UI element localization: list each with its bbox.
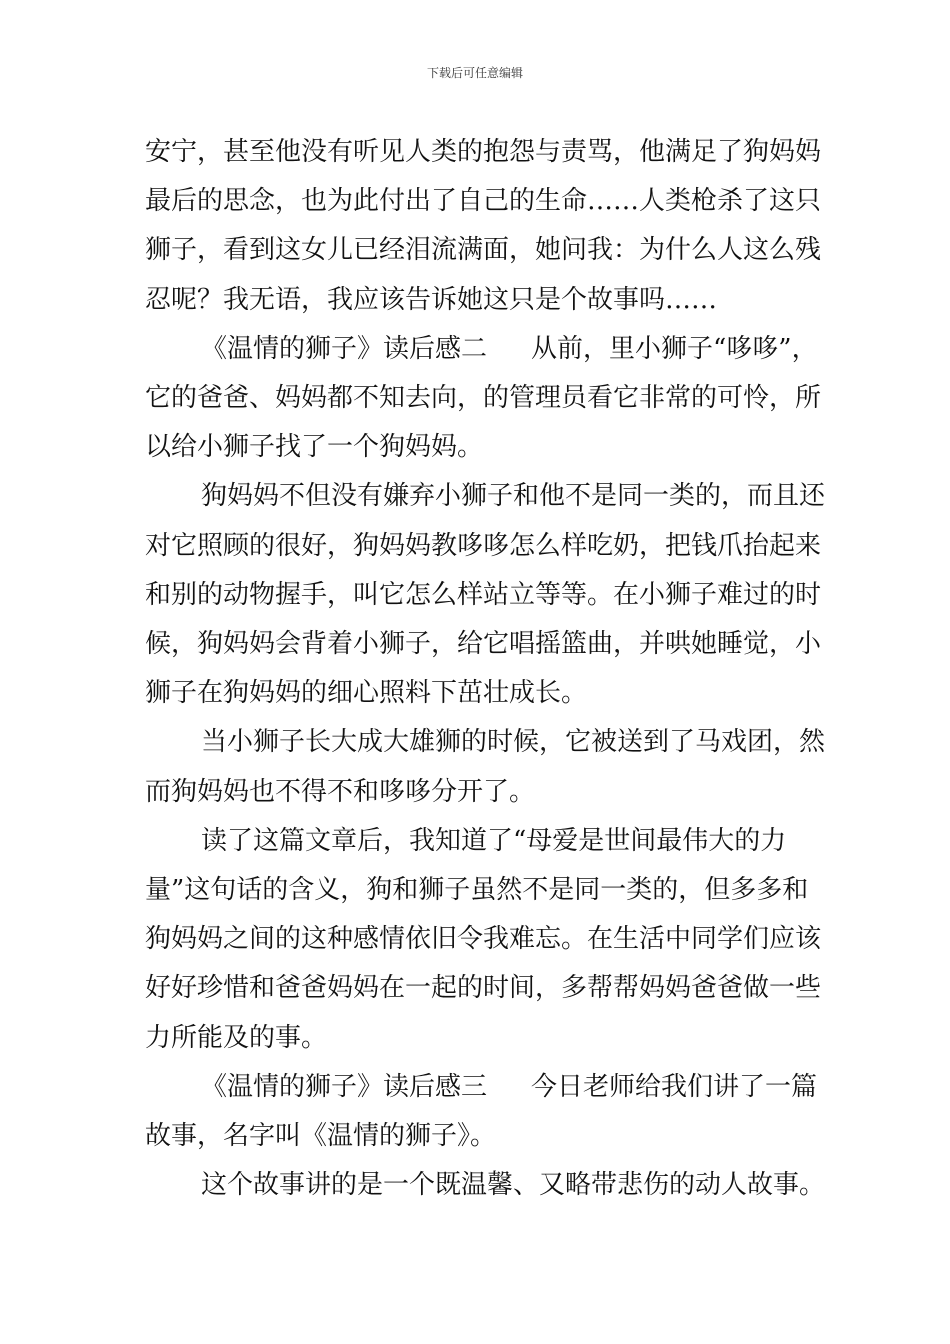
- section-3-paragraph: [145, 1063, 825, 1161]
- section-2-paragraph: [145, 325, 825, 473]
- paragraph: 当小狮子长大成大雄狮的时候，它被送到了马戏团，然而狗妈妈也不得不和哆哆分开了。: [145, 727, 826, 807]
- page-header: 下载后可任意编辑: [426, 66, 523, 80]
- section-2-text: 从前，里小狮子“哆哆”，它的爸爸、妈妈都不知去向，的管理员看它非常的可怜，所以给小狮子找了一个狗妈妈。: [145, 333, 822, 463]
- paragraph: 这个故事讲的是一个既温馨、又略带悲伤的动人故事。: [201, 1170, 826, 1201]
- section-3-text: 今日老师给我们讲了一篇故事，名字叫《温情的狮子》。: [145, 1071, 818, 1152]
- paragraph: 狗妈妈不但没有嫌弃小狮子和他不是同一类的，而且还对它照顾的很好，狗妈妈教哆哆怎么样吃奶，把钱爪抬起来和别的动物握手，叫它怎么样站立等等。在小狮子难过的时候，狗妈妈会背着小狮子，给它唱摇篮曲，并哄她睡觉，小狮子在狗妈妈的细心照料下茁壮成长。: [145, 481, 826, 709]
- paragraph: 读了这篇文章后，我知道了“母爱是世间最伟大的力量”这句话的含义，狗和狮子虽然不是同一类的，但多多和狗妈妈之间的这种感情依旧令我难忘。在生活中同学们应该好好珍惜和爸爸妈妈在一起的时间，多帮帮妈妈爸爸做一些力所能及的事。: [145, 825, 822, 1053]
- document-body: [145, 128, 825, 1210]
- section-3-heading: 《温情的狮子》读后感三: [201, 1071, 488, 1102]
- paragraph: 安宁，甚至他没有听见人类的抱怨与责骂，他满足了狗妈妈最后的思念，也为此付出了自己的生命……人类枪杀了这只狮子，看到这女儿已经泪流满面，她问我：为什么人这么残忍呢？我无语，我应该告诉她这只是个故事吗……: [145, 137, 822, 315]
- section-2-heading: 《温情的狮子》读后感二: [201, 333, 488, 364]
